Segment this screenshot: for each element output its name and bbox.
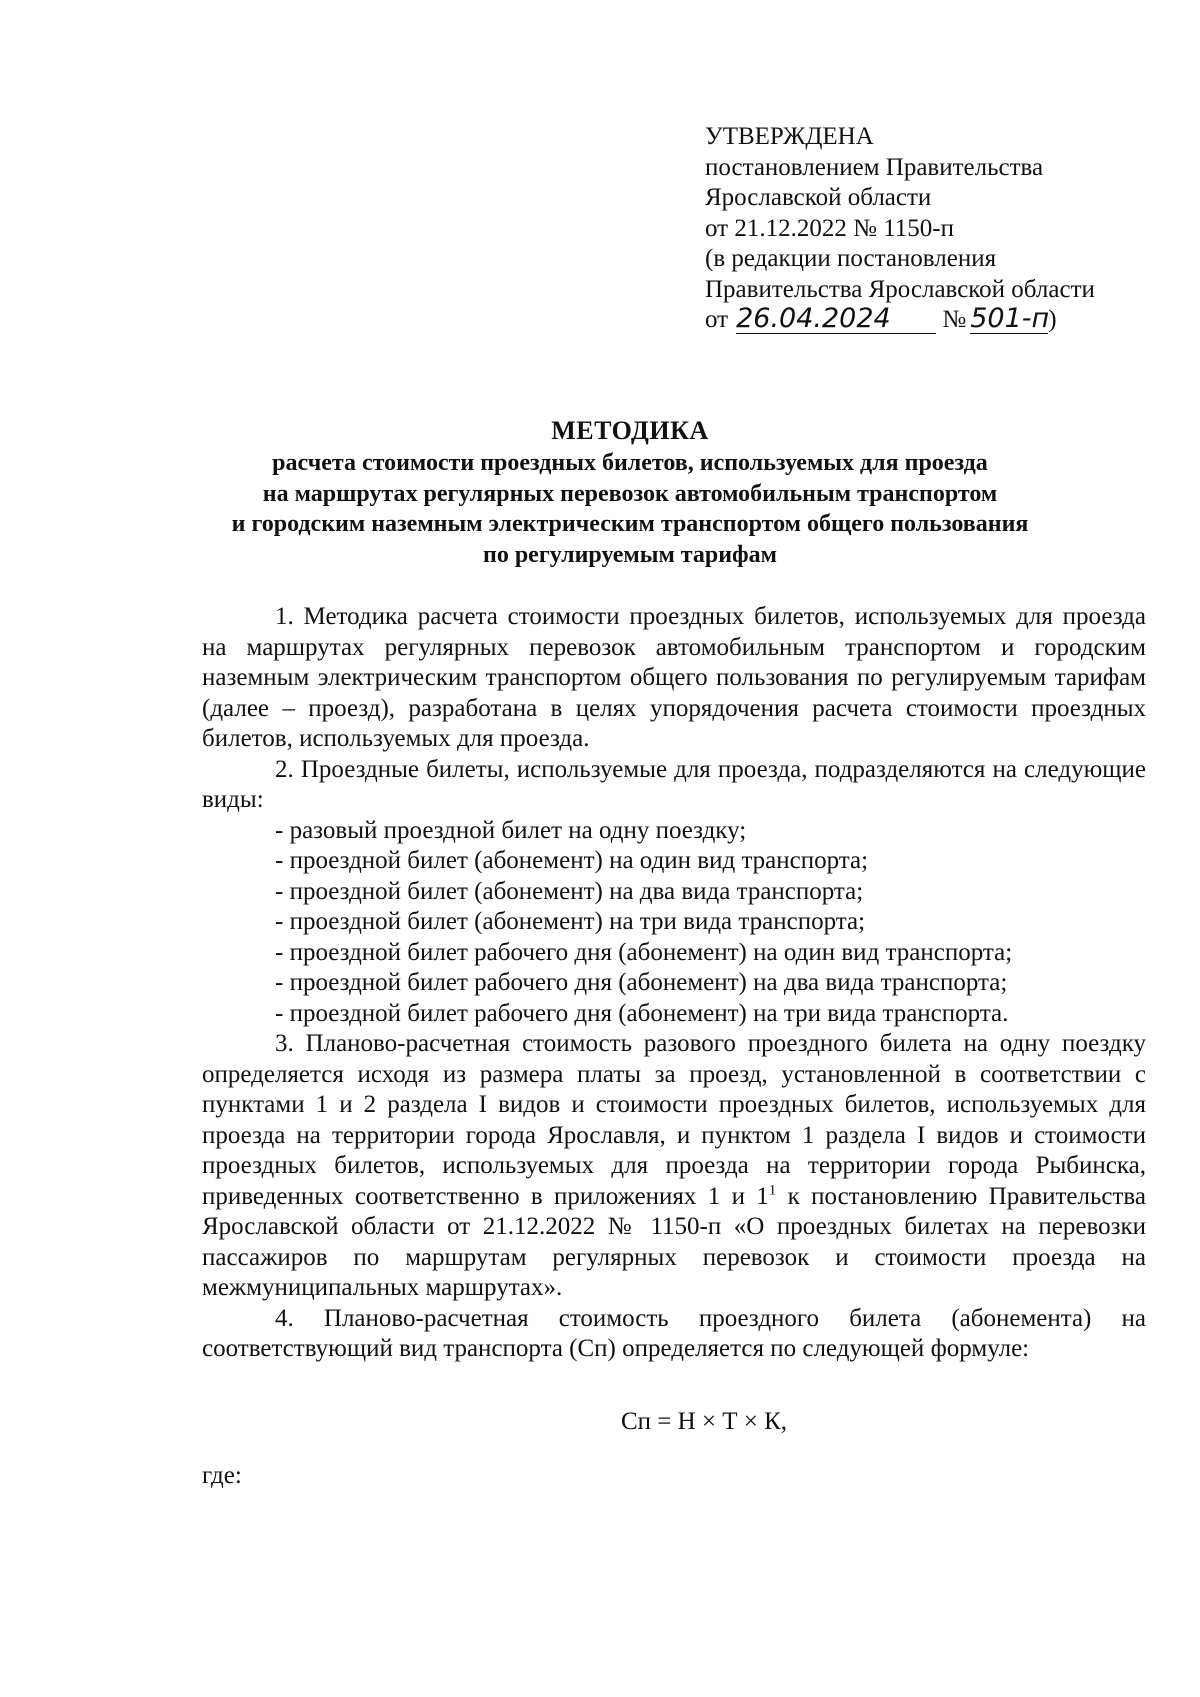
number-prefix: № — [942, 306, 967, 333]
approval-line: Ярославской области — [705, 184, 932, 211]
formula: Сп = Н × Т × К, — [620, 1407, 788, 1435]
approval-heading: УТВЕРЖДЕНА — [705, 123, 874, 150]
title-subtitle-line: и городским наземным электрическим транспортом общего пользования — [231, 511, 1029, 537]
list-item: - проездной билет рабочего дня (абонемент) на три вида транспорта. — [275, 999, 1009, 1027]
paragraph-2: 2. Проездные билеты, используемые для проезда, подразделяются на следующие виды: — [202, 755, 1146, 813]
title-main: МЕТОДИКА — [551, 416, 709, 445]
list-item: - проездной билет (абонемент) на два вида транспорта; — [275, 877, 864, 905]
closing-parenthesis: ) — [1048, 306, 1057, 333]
paragraph-3-text-cont: к постановлению Правительства Ярославской области от 21.12.2022 № 1150-п «О проездных билетах на перевозки пассажиров по маршрутам регулярных перевозок и стоимости проезда на межмуниципальных маршрутах». — [202, 1182, 1146, 1301]
where-label: где: — [202, 1462, 242, 1489]
approval-line: (в редакции постановления — [705, 245, 997, 272]
approval-stamp-block — [705, 122, 1175, 336]
list-item: - проездной билет (абонемент) на три вида транспорта; — [275, 908, 866, 935]
title-subtitle-line: расчета стоимости проездных билетов, используемых для проезда — [272, 450, 988, 476]
document-body — [202, 602, 1146, 1492]
from-prefix: от — [705, 306, 729, 333]
approval-line: Правительства Ярославской области — [705, 275, 1095, 303]
title-subtitle-line: на маршрутах регулярных перевозок автомобильным транспортом — [262, 480, 998, 507]
approval-decree-ref: от 21.12.2022 № 1150-п — [705, 214, 954, 242]
approval-amendment-ref — [705, 305, 1175, 336]
handwritten-number: 501-п — [970, 303, 1050, 334]
paragraph-3 — [202, 1029, 1146, 1304]
list-item: - проездной билет рабочего дня (абонемент) на два вида транспорта; — [275, 969, 1008, 996]
document-title — [190, 414, 1070, 570]
paragraph-4: 4. Планово-расчетная стоимость проездного билета (абонемента) на соответствующий вид транспорта (Сп) определяется по следующей формуле: — [202, 1304, 1146, 1362]
list-item: - проездной билет рабочего дня (абонемент) на один вид транспорта; — [275, 938, 1013, 966]
title-subtitle-line: по регулируемым тарифам — [482, 541, 777, 568]
list-item: - проездной билет (абонемент) на один вид транспорта; — [275, 847, 869, 874]
list-item: - разовый проездной билет на одну поездку; — [275, 816, 747, 844]
paragraph-1: 1. Методика расчета стоимости проездных билетов, используемых для проезда на маршрутах регулярных перевозок автомобильным транспортом и городским наземным электрическим транспортом общего пользования по регулируемым тарифам (далее – проезд), разработана в целях упорядочения расчета стоимости проездных билетов, используемых для проезда. — [202, 603, 1146, 752]
paragraph-3-text: 3. Планово-расчетная стоимость разового проездного билета на одну поездку определяется исходя из размера платы за проезд, установленной в соответствии с пунктами 1 и 2 раздела I видов и стоимости проездных билетов, используемых для проезда на территории города Ярославля, и пунктом 1 раздела I видов и стоимости проездных билетов, используемых для проезда на территории города Рыбинска, приведенных соответственно в приложениях 1 и 1 — [202, 1030, 1146, 1210]
approval-line: постановлением Правительства — [705, 153, 1044, 181]
superscript: 1 — [768, 1182, 777, 1199]
handwritten-date: 26.04.2024 — [736, 305, 936, 334]
